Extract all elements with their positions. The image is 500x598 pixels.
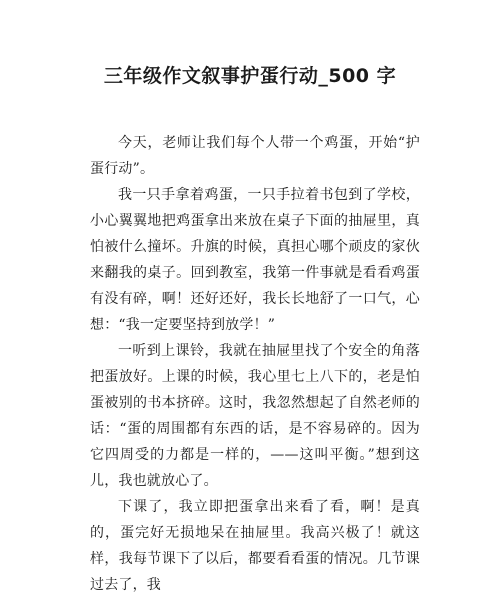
paragraph-2: 我一只手拿着鸡蛋，一只手拉着书包到了学校，小心翼翼地把鸡蛋拿出来放在桌子下面的抽屉里，真怕被什么撞坏。升旗的时候，真担心哪个顽皮的家伙来翻我的桌子。回到教室，我第一件事就是看看鸡蛋有没有碎，啊！还好还好，我长长地舒了一口气，心想：“我一定要坚持到放学！” (90, 187, 420, 333)
document-title: 三年级作文叙事护蛋行动_500 字 (103, 65, 397, 87)
paragraph-3: 一听到上课铃，我就在抽屉里找了个安全的角落把蛋放好。上课的时候，我心里七上八下的，老是怕蛋被别的书本挤碎。这时，我忽然想起了自然老师的话：“蛋的周围都有东西的话，是不容易碎的。因为它四周受的力都是一样的，——这叫平衡。”想到这儿，我也就放心了。 (90, 343, 420, 489)
paragraph-4: 下课了，我立即把蛋拿出来看了看，啊！是真的，蛋完好无损地呆在抽屉里。我高兴极了！就这样，我每节课下了以后，都要看看蛋的情况。几节课过去了，我 (90, 499, 420, 593)
paragraph-1: 今天，老师让我们每个人带一个鸡蛋，开始“护蛋行动”。 (90, 135, 420, 177)
document-body (90, 130, 420, 598)
